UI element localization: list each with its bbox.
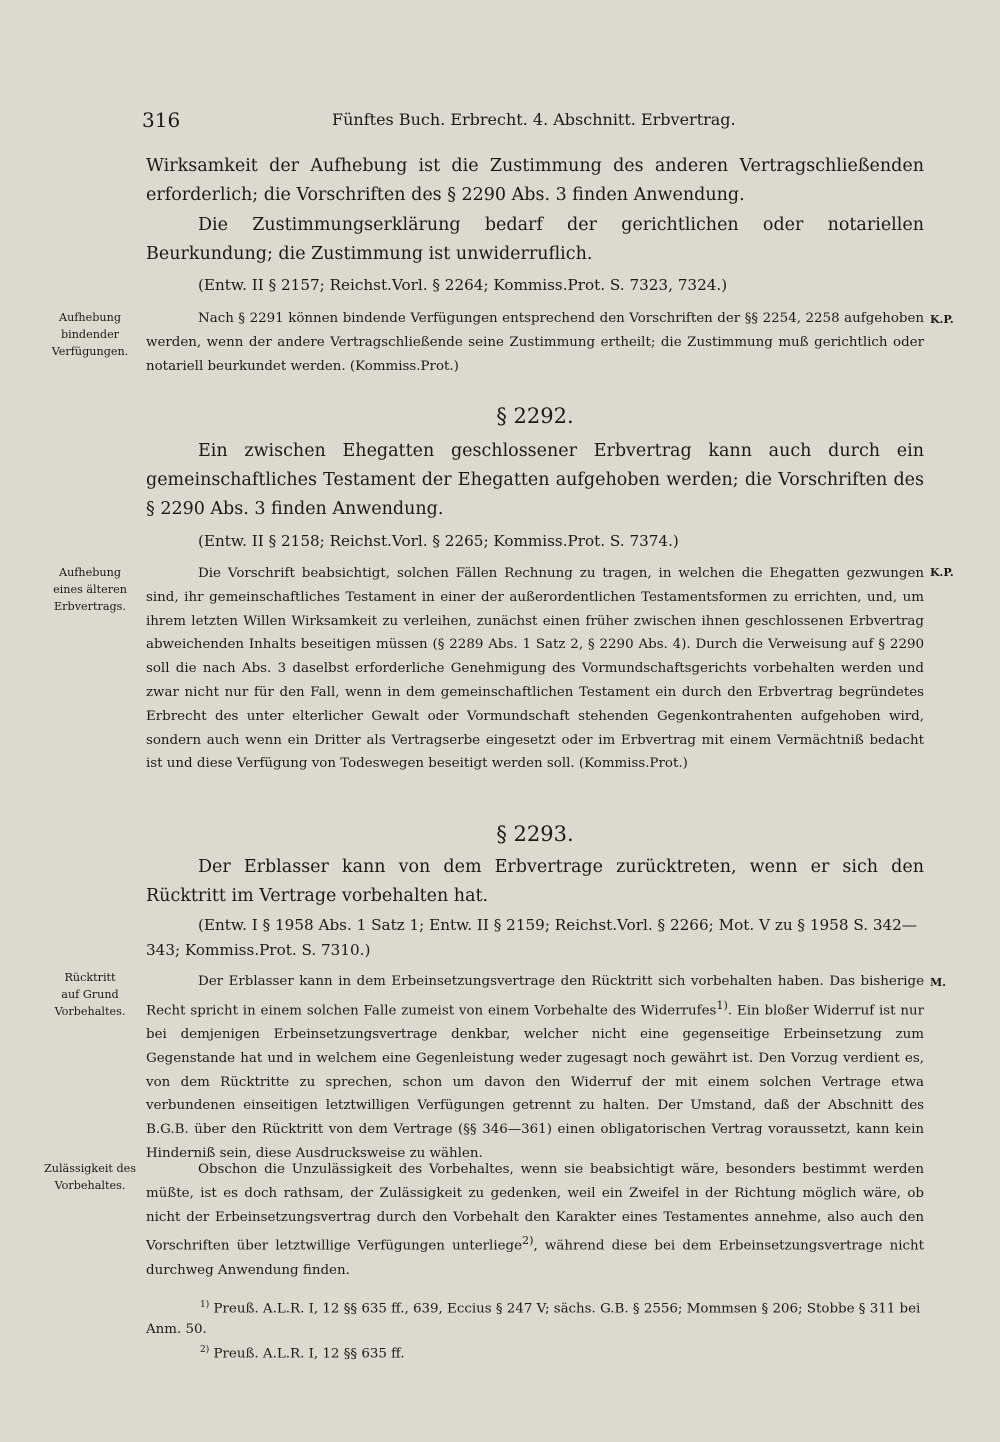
margin-note-ruecktritt: Rücktritt auf Grund Vorbehaltes.	[54, 971, 126, 1018]
running-header	[140, 108, 940, 134]
footnote-1: $^{1)}$ Preuß. A.L.R. I, 12 §§ 635 ff., 639, Eccius § 247 V; sächs. G.B. § 2556; Mommsen § 206; Stobbe § 311 bei Anm. 50.	[146, 1300, 921, 1338]
margin-note-aufhebung-erbvertrag: Aufhebung eines älteren Erbvertrags.	[53, 566, 127, 613]
top-paragraph-1: Wirksamkeit der Aufhebung ist die Zustimmung des anderen Vertragschließenden erforderlich; die Vorschriften des § 2290 Abs. 3 finden Anwendung.	[146, 156, 924, 205]
top-paragraph-2: Die Zustimmungserklärung bedarf der gerichtlichen oder notariellen Beurkundung; die Zustimmung ist unwiderruflich.	[146, 215, 924, 264]
commentary-2292: Die Vorschrift beabsichtigt, solchen Fällen Rechnung zu tragen, in welchen die Ehegatten gezwungen sind, ihr gemeinschaftliches Testament in einer der außerordentlichen Testamentsformen zu errichten, und, um ihrem letzten Willen Wirksamkeit zu verleihen, zunächst einen früher zwischen ihnen geschlossenen Erbvertrag abweichenden Inhalts beseitigen müssen (§ 2289 Abs. 1 Satz 2, § 2290 Abs. 4). Durch die Verweisung auf § 2290 soll die nach Abs. 3 daselbst erforderliche Genehmigung des Vormundschaftsgerichts vorbehalten werden und zwar nicht nur für den Fall, wenn in dem gemeinschaftlichen Testament ein durch den Erbvertrag begründetes Erbrecht des unter elterlicher Gewalt oder Vormundschaft stehenden Gegenkontrahenten aufgehoben wird, sondern auch wenn ein Dritter als Vertragserbe eingesetzt oder im Erbvertrag mit einem Vermächtniß bedacht ist und diese Verfügung von Todeswegen beseitigt werden soll. (Kommiss.Prot.)	[146, 566, 924, 772]
footnotes	[146, 1295, 924, 1365]
footnote-2: $^{2)}$ Preuß. A.L.R. I, 12 §§ 635 ff.	[200, 1345, 405, 1362]
running-title: Fünftes Buch. Erbrecht. 4. Abschnitt. Erbvertrag.	[332, 110, 736, 129]
footnote-ref-2: 2)	[522, 1234, 534, 1248]
section-text-2293: Der Erblasser kann von dem Erbvertrage zurücktreten, wenn er sich den Rücktritt im Vertrage vorbehalten hat.	[146, 857, 924, 906]
section-heading-2293: § 2293.	[496, 822, 574, 846]
footnote-ref-1: 1)	[716, 998, 728, 1012]
section-text-2292: Ein zwischen Ehegatten geschlossener Erbvertrag kann auch durch ein gemeinschaftliches Testament der Ehegatten aufgehoben werden; die Vorschriften des § 2290 Abs. 3 finden Anwendung.	[146, 441, 924, 519]
commentary-2293-ruecktritt: Der Erblasser kann in dem Erbeinsetzungsvertrage den Rücktritt sich vorbehalten haben. Das bisherige Recht spricht in einem solchen Falle zumeist von einem Vorbehalte des Widerrufes$^{1)}$. Ein bloßer Widerruf ist nur bei demjenigen Erbeinsetzungsvertrage denkbar, welcher nicht eine gegenseitige Erbeinsetzung zum Gegenstande hat und in welchem eine Gegenleistung weder zugesagt noch gewährt ist. Den Vorzug verdient es, von dem Rücktritte zu sprechen, schon um davon den Widerruf der mit einem solchen Vertrage etwa verbundenen einseitigen letztwilligen Verfügungen getrennt zu halten. Der Umstand, daß der Abschnitt des B.G.B. über den Rücktritt von dem Vertrage (§§ 346—361) einen obligatorischen Vertrag voraussetzt, kann kein Hinderniß sein, diese Ausdrucksweise zu wählen.	[146, 974, 924, 1162]
commentary-2293-zulaessigkeit: Obschon die Unzulässigkeit des Vorbehaltes, wenn sie beabsichtigt wäre, besonders bestimmt werden müßte, ist es doch rathsam, der Zulässigkeit zu gedenken, weil ein Zweifel in der Richtung möglich wäre, ob nicht der Erbeinsetzungsvertrag durch den Vorbehalt den Karakter eines Testamentes annehme, also auch den Vorschriften über letztwillige Verfügungen unterliege$^{2)}$, während diese bei dem Erbeinsetzungsvertrage nicht durchweg Anwendung finden.	[146, 1162, 924, 1278]
margin-note-aufhebung-bindender-verfuegungen: Aufhebung bindender Verfügungen.	[51, 311, 129, 358]
citation-2292: (Entw. II § 2158; Reichst.Vorl. § 2265; Kommiss.Prot. S. 7374.)	[198, 532, 679, 550]
page-number: 316	[142, 108, 181, 132]
margin-mark-m: M.	[930, 976, 947, 989]
commentary-2291: Nach § 2291 können bindende Verfügungen entsprechend den Vorschriften der §§ 2254, 2258 aufgehoben werden, wenn der andere Vertragschließende seine Zustimmung ertheilt; die Zustimmung muß gerichtlich oder notariell beurkundet werden. (Kommiss.Prot.)	[146, 311, 924, 374]
citation-2293: (Entw. I § 1958 Abs. 1 Satz 1; Entw. II § 2159; Reichst.Vorl. § 2266; Mot. V zu § 1958 S. 342—343; Kommiss.Prot. S. 7310.)	[146, 916, 918, 959]
margin-mark-kp: K.P.	[930, 313, 954, 326]
section-heading-2292: § 2292.	[496, 404, 574, 428]
margin-mark-kp: K.P.	[930, 566, 954, 579]
margin-note-zulaessigkeit: Zulässigkeit des Vorbehaltes.	[43, 1162, 136, 1192]
citation-2291: (Entw. II § 2157; Reichst.Vorl. § 2264; Kommiss.Prot. S. 7323, 7324.)	[198, 276, 728, 294]
